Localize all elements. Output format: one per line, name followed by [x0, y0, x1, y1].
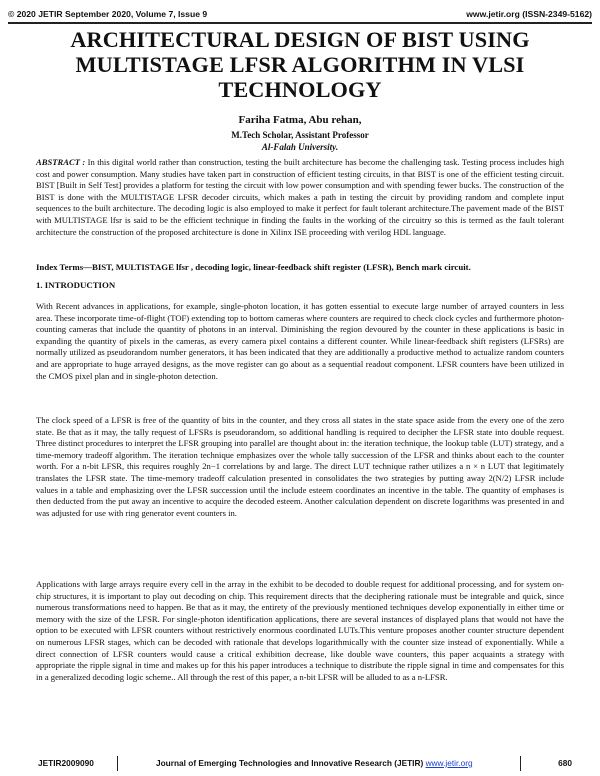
abstract-label: ABSTRACT :: [36, 157, 86, 167]
paper-title: ARCHITECTURAL DESIGN OF BIST USING MULTISTAGE LFSR ALGORITHM IN VLSI TECHNOLOGY: [70, 27, 530, 102]
footer-journal: [156, 757, 473, 770]
author-institution: Al-Falah University.: [261, 142, 339, 152]
index-terms: Index Terms—BIST, MULTISTAGE lfsr , decoding logic, linear-feedback shift register (LFSR), Bench mark circuit.: [36, 262, 471, 272]
footer-page-number: 680: [558, 758, 572, 768]
author-affiliation: M.Tech Scholar, Assistant Professor: [231, 130, 369, 140]
abstract: [36, 157, 564, 238]
intro-paragraph-2: The clock speed of a LFSR is free of the quantity of bits in the counter, and they cross all states in the state space aside from the every one of the zero state. Be that as it may, the tally request of LFSRs is pseudorandom, so additional handling is required to decipher the LFSR state into double request. Three distinct procedures to interpret the LFSR grouping into parallel are thought about in: the iteration technique, the lookup table (LUT) strategy, and a time-memory tradeoff algorithm. The iteration technique emphasizes over the whole tally succession of the LFSR and thinks about each to the counter worth. For a n-bit LFSR, this requires roughly 2n−1 correlations by and large. The direct LUT technique rather utilizes a n × n LUT that legitimately translates the LFSR state. The time-memory tradeoff calculation presented in consolidates the two strategies by putting away 2(N/2) LFSR include values in a table and emphasizing over the LFSR succession until the include esteem coordinates an incentive in the table. The quantity of emphases is then deducted from the put away an incentive to acquire the decoded esteem. Another calculation dependent on discrete logarithms was presented in and was adjusted for use with ring generator event counters in.: [36, 415, 564, 518]
footer-paper-id: JETIR2009090: [38, 758, 94, 768]
intro-paragraph-1: With Recent advances in applications, for example, single-photon location, it has gotten essential to execute large number of arrayed counters in less area. These incorporate time-of-flight (TOF) extending top to bottom cameras where counters are required to check clock cycles and furthermore photon-counting cameras that include the quantity of photons in an interval. Diminishing the region devoured by the counter in these applications is basic in expanding the quantity of pixels in the cameras, as every camera pixel contains a different counter. While linear-feedback shift registers (LFSRs) are normally utilized as pseudorandom number generators, it has been indicated that they are additionally a productive method to actualize random counters and are appropriate to huge arrayed designs, as the move register can go about as a sequential readout component. LFSR counters have been utilized in the CMOS pixel plan and in single-photon detection.: [36, 301, 564, 381]
footer-journal-name: Journal of Emerging Technologies and Innovative Research (JETIR): [156, 758, 426, 768]
intro-paragraph-3: Applications with large arrays require every cell in the array in the exhibit to be decoded to double request for additional processing, and for system on-chip structures, it is important to play out decoding on chip. This requirement directs that the deciphering rationale must be integrable and quick, since numerous transformations need to happen. Be that as it may, the entirety of the previously mentioned techniques develop exponentially in either time or memory with the size of the LFSR. For single-photon identification applications, there are several instances of displayed plans that would not have the option to be executed with LFSR counters without restrictively enormous coordinated LUTs.This venture proposes another counter structure dependent on numerous LFSR stages, which can be decoded with rationale that develops logarithmically with the counter size instead of exponentially. While a direct connection of LFSR counters would cause a critical exhibition decrease, like double wave counters, this paper acquaints a strategy with appropriate the ripple signal in time and makes up for this his paper introduces a technique to distribute the ripple signal in time and compensates for this in a generalized decoding logic scheme.. All through the rest of this paper, a n-bit LFSR will be alluded to as a n-LFSR.: [36, 579, 564, 682]
page-footer: [38, 757, 572, 770]
header-divider: [8, 22, 592, 24]
section-heading-introduction: 1. INTRODUCTION: [36, 280, 116, 290]
abstract-text: In this digital world rather than construction, testing the built architecture has become the challenging task. Testing process includes high cost and power consumption. Many studies have taken part in construction of efficient testing circuits, in that BIST is one of the efficient testing circuit. BIST [Built in Self Test] provides a platform for testing the circuit with low power consumption and with spending fewer bucks. The construction of the BIST is done with the MULTISTAGE LFSR decoder circuits, which makes a path in testing the circuit by providing random and complete input sequences to the built architecture. The decoding logic is also employed to make it perfect for fault tolerant architecture.The pavement made of the BIST with MULTISTAGE lfsr is said to be the efficient technique in finding the faults in the working of the circuitry so this is termed as the fault tolerant architecture the construction of the proposed architecture is done in Xilinx ISE proceeding with verilog HDL language.: [36, 157, 564, 237]
author-names: Fariha Fatma, Abu rehan,: [238, 114, 362, 126]
header-journal-issue: © 2020 JETIR September 2020, Volume 7, Issue 9: [8, 9, 208, 19]
running-header: [8, 7, 592, 21]
header-website-issn[interactable]: www.jetir.org (ISSN-2349-5162): [466, 9, 592, 19]
footer-journal-link[interactable]: www.jetir.org: [425, 758, 473, 768]
